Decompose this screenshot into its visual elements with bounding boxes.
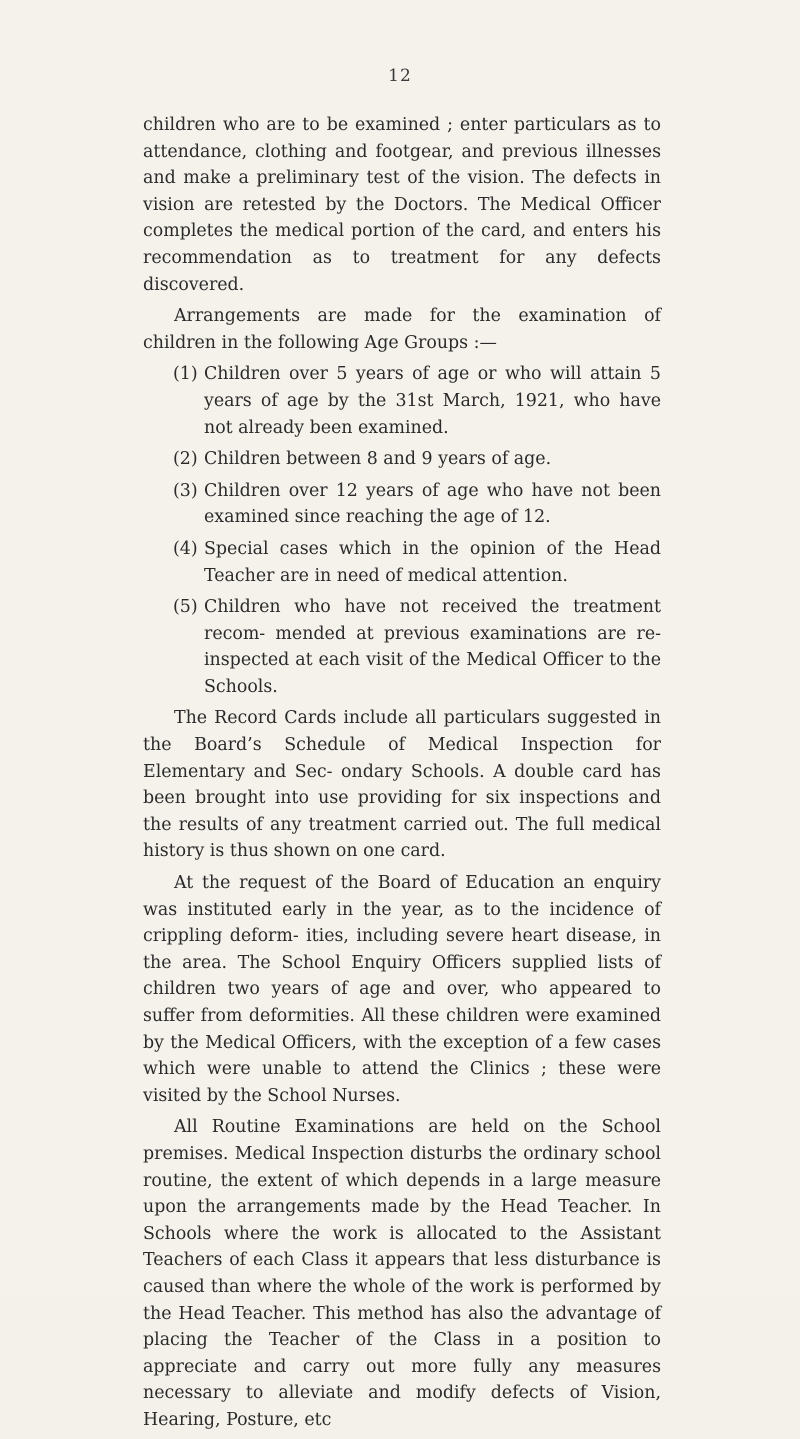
list-item-text: Children over 12 years of age who have not been examined since reaching the age of 12. <box>204 480 661 528</box>
routine-paragraph: All Routine Examinations are held on the School premises. Medical Inspection disturbs the ordinary school routine, the extent of which depends in a large measure upon the arrangements made by the Head Teacher. In Schools where the work is allocated to the Assistant Teachers of each Class it appears that less disturbance is caused than where the whole of the work is performed by the Head Teacher. This method has also the advantage of placing the Teacher of the Class in a position to appreciate and carry out more fully any measures necessary to alleviate and modify defects of Vision, Hearing, Posture, etc <box>143 1117 661 1430</box>
list-item-number: (3) <box>173 480 198 501</box>
enquiry-paragraph: At the request of the Board of Education an enquiry was instituted early in the year, as to the incidence of crippling deform- ities, including severe heart disease, in the area. The School Enquiry Officers supplied lists of children two years of age and over, who appeared to suffer from deformities. All these children were examined by the Medical Officers, with the exception of a few cases which were unable to attend the Clinics ; these were visited by the School Nurses. <box>143 873 661 1106</box>
record-cards-paragraph: The Record Cards include all particulars suggested in the Board’s Schedule of Medical Inspection for Elementary and Sec- ondary Schools. A double card has been brought into use providing for six inspections and the results of any treatment carried out. The full medical history is thus shown on one card. <box>143 708 661 862</box>
age-groups-intro: Arrangements are made for the examination of children in the following Age Groups :— <box>143 306 661 353</box>
list-item-number: (2) <box>173 449 198 470</box>
list-item-number: (4) <box>173 538 198 559</box>
list-item-text: Children between 8 and 9 years of age. <box>204 449 552 470</box>
list-item-number: (1) <box>173 364 198 385</box>
list-item-number: (5) <box>173 597 198 618</box>
body-text <box>143 112 661 1439</box>
page-number: 12 <box>388 66 412 86</box>
list-item <box>143 446 661 473</box>
list-item-text: Special cases which in the opinion of the Head Teacher are in need of medical attention. <box>204 538 661 586</box>
age-groups-list <box>143 361 661 700</box>
list-item <box>143 594 661 700</box>
list-item <box>143 536 661 589</box>
list-item-text: Children over 5 years of age or who will attain 5 years of age by the 31st March, 1921, who have not already been examined. <box>204 364 661 438</box>
list-item-text: Children who have not received the treatment recom- mended at previous examinations are re-inspected at each visit of the Medical Officer to the Schools. <box>204 597 661 697</box>
list-item <box>143 478 661 531</box>
list-item <box>143 361 661 441</box>
intro-paragraph: children who are to be examined ; enter particulars as to attendance, clothing and footgear, and previous illnesses and make a preliminary test of the vision. The defects in vision are retested by the Doctors. The Medical Officer completes the medical portion of the card, and enters his recommendation as to treatment for any defects discovered. <box>143 115 661 295</box>
